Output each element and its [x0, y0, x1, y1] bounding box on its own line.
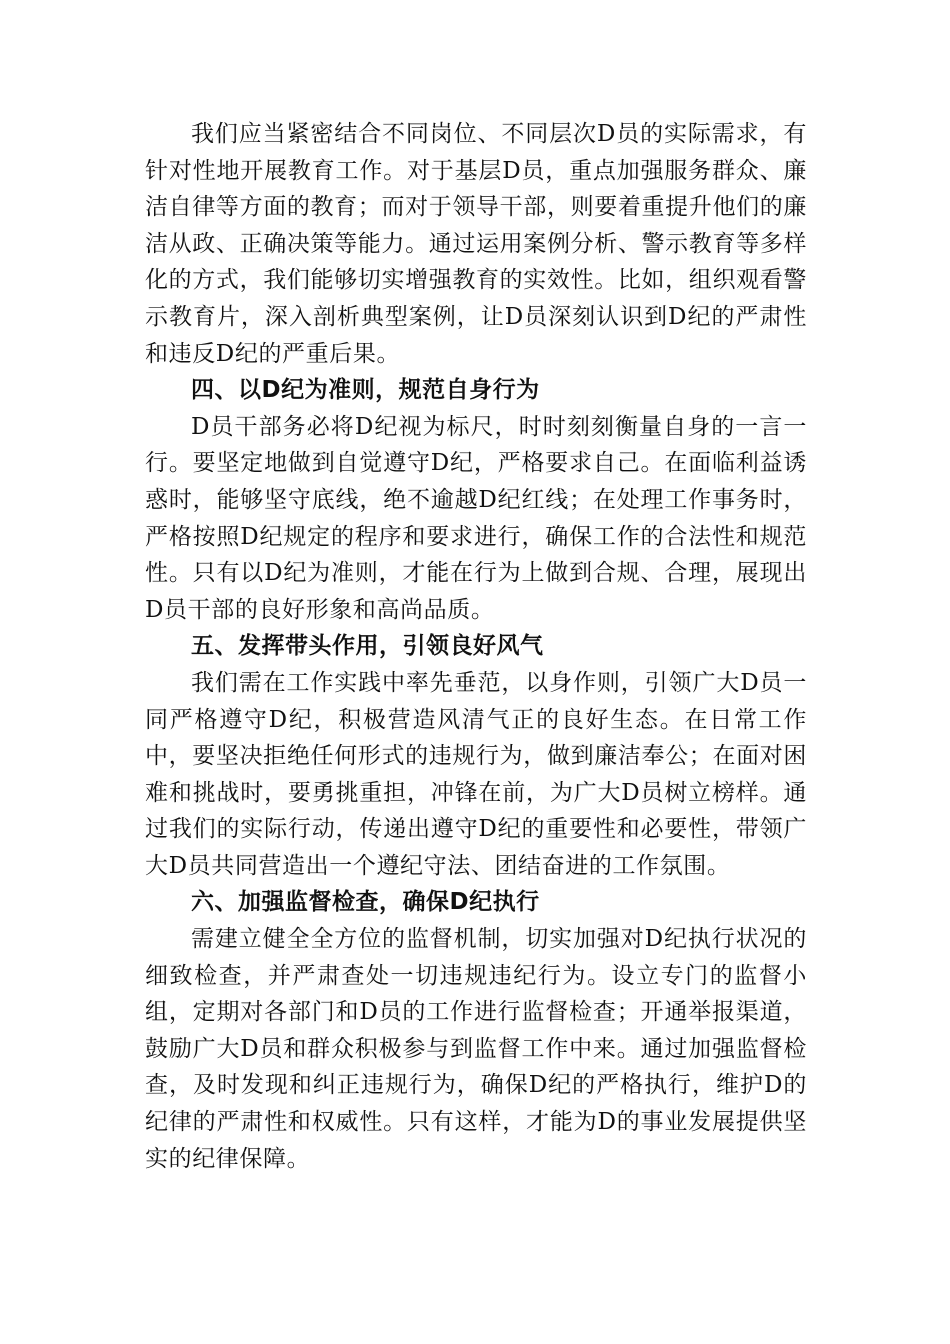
- section-heading-6: 六、加强监督检查，确保D纪执行: [191, 889, 540, 916]
- paragraph-section-6: 需建立健全全方位的监督机制，切实加强对D纪执行状况的细致检查，并严肃查处一切违规违纪行为。设立专门的监督小组，定期对各部门和D员的工作进行监督检查；开通举报渠道，鼓励广大D员和群众积极参与到监督工作中来。通过加强监督检查，及时发现和纠正违规行为，确保D纪的严格执行，维护D的纪律的严肃性和权威性。只有这样，才能为D的事业发展提供坚实的纪律保障。: [145, 926, 807, 1172]
- paragraph-education-targeting: 我们应当紧密结合不同岗位、不同层次D员的实际需求，有针对性地开展教育工作。对于基层D员，重点加强服务群众、廉洁自律等方面的教育；而对于领导干部，则要着重提升他们的廉洁从政、正确决策等能力。通过运用案例分析、警示教育等多样化的方式，我们能够切实增强教育的实效性。比如，组织观看警示教育片，深入剖析典型案例，让D员深刻认识到D纪的严肃性和违反D纪的严重后果。: [145, 121, 807, 367]
- section-heading-4: 四、以D纪为准则，规范自身行为: [191, 377, 540, 404]
- paragraph-section-5: 我们需在工作实践中率先垂范，以身作则，引领广大D员一同严格遵守D纪，积极营造风清气正的良好生态。在日常工作中，要坚决拒绝任何形式的违规行为，做到廉洁奉公；在面对困难和挑战时，要勇挑重担，冲锋在前，为广大D员树立榜样。通过我们的实际行动，传递出遵守D纪的重要性和必要性，带领广大D员共同营造出一个遵纪守法、团结奋进的工作氛围。: [145, 669, 807, 879]
- paragraph-section-4: D员干部务必将D纪视为标尺，时时刻刻衡量自身的一言一行。要坚定地做到自觉遵守D纪，严格要求自己。在面临利益诱惑时，能够坚守底线，绝不逾越D纪红线；在处理工作事务时，严格按照D纪规定的程序和要求进行，确保工作的合法性和规范性。只有以D纪为准则，才能在行为上做到合规、合理，展现出D员干部的良好形象和高尚品质。: [145, 413, 807, 623]
- section-heading-5: 五、发挥带头作用，引领良好风气: [191, 633, 544, 660]
- document-body: [145, 116, 807, 1177]
